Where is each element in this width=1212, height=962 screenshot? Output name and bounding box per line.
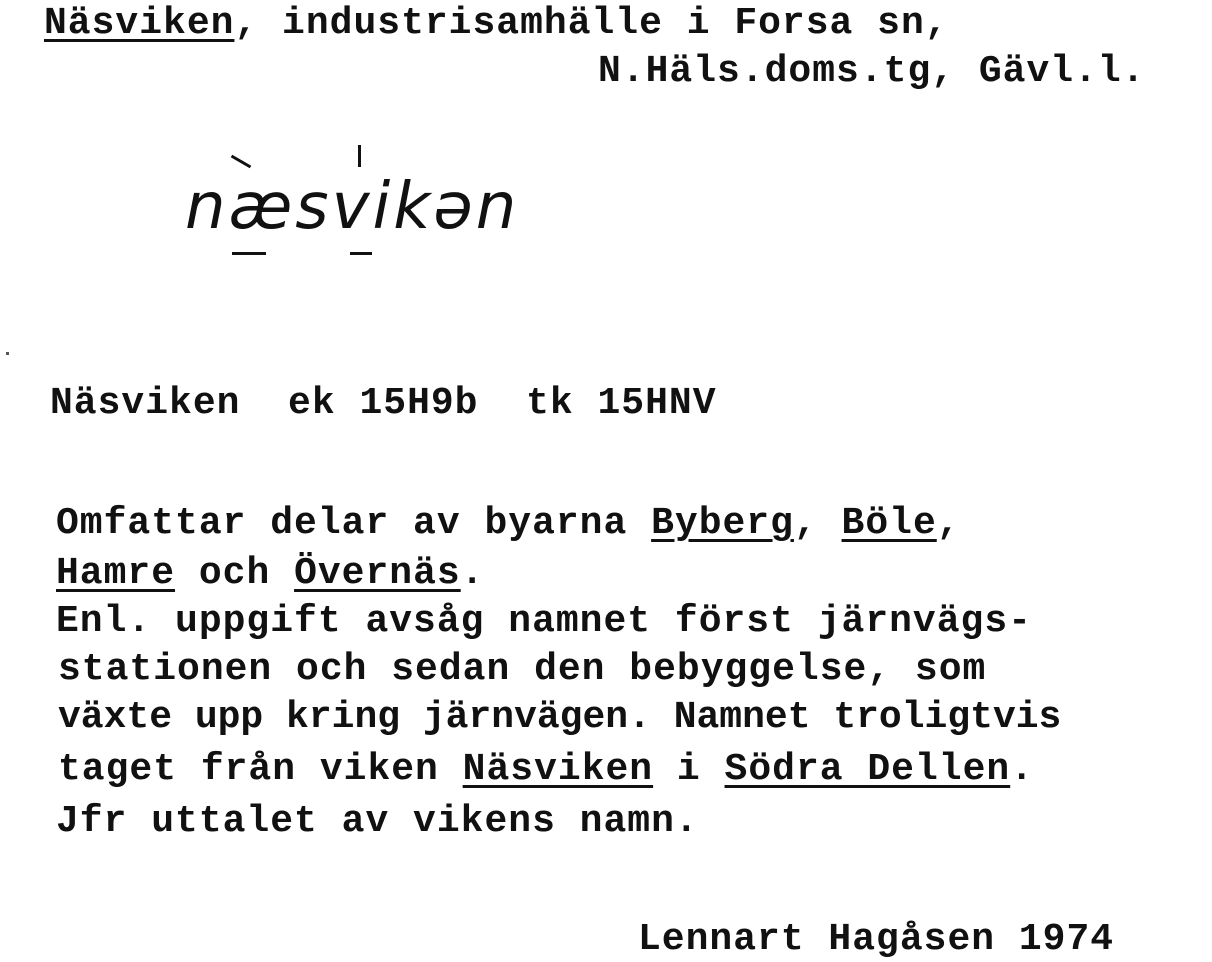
body-text: taget från viken [58, 748, 463, 791]
body-line-6 [58, 748, 1034, 792]
body-text: och [175, 552, 295, 595]
separator: . [1010, 748, 1034, 791]
header-line-1 [44, 2, 949, 46]
village-hamre: Hamre [56, 552, 176, 595]
reference-ek: ek 15H9b [288, 382, 479, 425]
separator: . [460, 552, 485, 595]
village-byberg: Byberg [651, 502, 794, 545]
body-text: i [653, 748, 725, 791]
phonetic-transcription: næsvikən [185, 170, 520, 244]
reference-line [50, 382, 717, 426]
body-line-1 [56, 502, 961, 546]
signature: Lennart Hagåsen 1974 [638, 918, 1115, 961]
header-line-2: N.Häls.doms.tg, Gävl.l. [598, 50, 1146, 93]
body-line-7: Jfr uttalet av vikens namn. [56, 800, 699, 843]
reference-name: Näsviken [50, 382, 241, 425]
body-line-2 [56, 552, 485, 596]
place-name: Näsviken [44, 2, 235, 45]
margin-dot [6, 352, 9, 355]
bay-nasviken: Näsviken [462, 748, 654, 791]
body-line-5: växte upp kring järnvägen. Namnet troligtvis [58, 696, 1062, 739]
separator: , [936, 502, 961, 545]
reference-tk: tk 15HNV [526, 382, 717, 425]
stress-mark [358, 145, 361, 167]
body-text: Omfattar delar av byarna [56, 502, 652, 545]
grave-accent-mark [231, 155, 252, 169]
body-line-4: stationen och sedan den bebyggelse, som [58, 648, 987, 691]
length-mark-1 [232, 252, 266, 255]
lake-sodra-dellen: Södra Dellen [724, 748, 1011, 791]
village-overnas: Övernäs [294, 552, 461, 595]
village-bole: Böle [841, 502, 937, 545]
body-line-3: Enl. uppgift avsåg namnet först järnvägs- [56, 600, 1032, 643]
header-description: , industrisamhälle i Forsa sn, [234, 2, 949, 45]
length-mark-2 [350, 252, 372, 255]
separator: , [793, 502, 842, 545]
